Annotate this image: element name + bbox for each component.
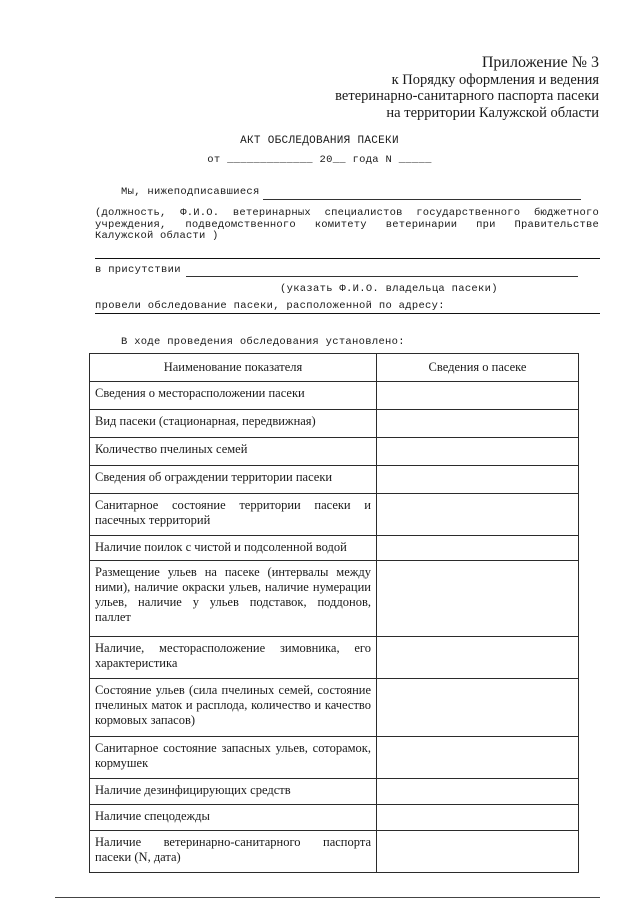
table-row (90, 536, 579, 561)
table-row (90, 382, 579, 410)
survey-table (89, 353, 579, 873)
survey-address-label: провели обследование пасеки, расположенной по адресу: (95, 300, 445, 312)
commission-rule (95, 258, 600, 259)
row-label: Вид пасеки (стационарная, передвижная) (90, 410, 377, 438)
appendix-header (335, 55, 599, 121)
row-label: Наличие дезинфицирующих средств (90, 779, 377, 805)
table-row (90, 831, 579, 873)
commission-note: (должность, Ф.И.О. ветеринарных специалистов государственного бюджетного учреждения, подведомственного комитету ветеринарии при Правительстве Калужской области ) (95, 207, 599, 242)
table-row (90, 737, 579, 779)
appendix-number: Приложение № 3 (481, 54, 599, 71)
table-row (90, 637, 579, 679)
table-row (90, 438, 579, 466)
row-value-cell[interactable] (377, 466, 579, 494)
row-label: Состояние ульев (сила пчелиных семей, состояние пчелиных маток и расплода, количество и качество кормовых запасов) (90, 679, 377, 737)
table-row (90, 805, 579, 831)
appendix-line-3: ветеринарно-санитарного паспорта пасеки (335, 88, 599, 104)
row-label: Наличие ветеринарно-санитарного паспорта пасеки (N, дата) (90, 831, 377, 873)
row-value-cell[interactable] (377, 737, 579, 779)
act-date-line: от _____________ 20__ года N _____ (207, 154, 432, 166)
owner-hint: (указать Ф.И.О. владельца пасеки) (280, 283, 498, 295)
row-value-cell[interactable] (377, 494, 579, 536)
row-value-cell[interactable] (377, 805, 579, 831)
page-bottom-rule (55, 897, 600, 898)
row-value-cell[interactable] (377, 637, 579, 679)
table-row (90, 494, 579, 536)
row-value-cell[interactable] (377, 410, 579, 438)
row-value-cell[interactable] (377, 438, 579, 466)
row-value-cell[interactable] (377, 536, 579, 561)
signed-field[interactable] (263, 199, 581, 200)
row-label: Размещение ульев на пасеке (интервалы между ними), наличие окраски ульев, наличие нумерации ульев, наличие у ульев подставок, поддонов, паллет (90, 561, 377, 637)
row-label: Сведения о месторасположении пасеки (90, 382, 377, 410)
row-label: Наличие, месторасположение зимовника, его характеристика (90, 637, 377, 679)
row-value-cell[interactable] (377, 382, 579, 410)
established-text: В ходе проведения обследования установлено: (121, 336, 405, 348)
header-apiary-info: Сведения о пасеке (377, 354, 579, 382)
signed-label: Мы, нижеподписавшиеся (121, 186, 260, 198)
row-value-cell[interactable] (377, 831, 579, 873)
row-label: Наличие спецодежды (90, 805, 377, 831)
row-label: Санитарное состояние территории пасеки и пасечных территорий (90, 494, 377, 536)
row-label: Количество пчелиных семей (90, 438, 377, 466)
appendix-line-2: к Порядку оформления и ведения (391, 71, 599, 88)
table-header-row (90, 354, 579, 382)
presence-label: в присутствии (95, 264, 181, 276)
row-value-cell[interactable] (377, 779, 579, 805)
address-rule (95, 313, 600, 314)
row-value-cell[interactable] (377, 679, 579, 737)
owner-field[interactable] (186, 276, 578, 277)
table-row (90, 561, 579, 637)
row-label: Санитарное состояние запасных ульев, соторамок, кормушек (90, 737, 377, 779)
act-title: АКТ ОБСЛЕДОВАНИЯ ПАСЕКИ (240, 135, 399, 147)
table-row (90, 410, 579, 438)
table-row (90, 679, 579, 737)
row-label: Наличие поилок с чистой и подсоленной водой (90, 536, 377, 561)
table-row (90, 466, 579, 494)
header-indicator: Наименование показателя (90, 354, 377, 382)
row-label: Сведения об ограждении территории пасеки (90, 466, 377, 494)
row-value-cell[interactable] (377, 561, 579, 637)
table-row (90, 779, 579, 805)
appendix-line-4: на территории Калужской области (386, 104, 599, 121)
